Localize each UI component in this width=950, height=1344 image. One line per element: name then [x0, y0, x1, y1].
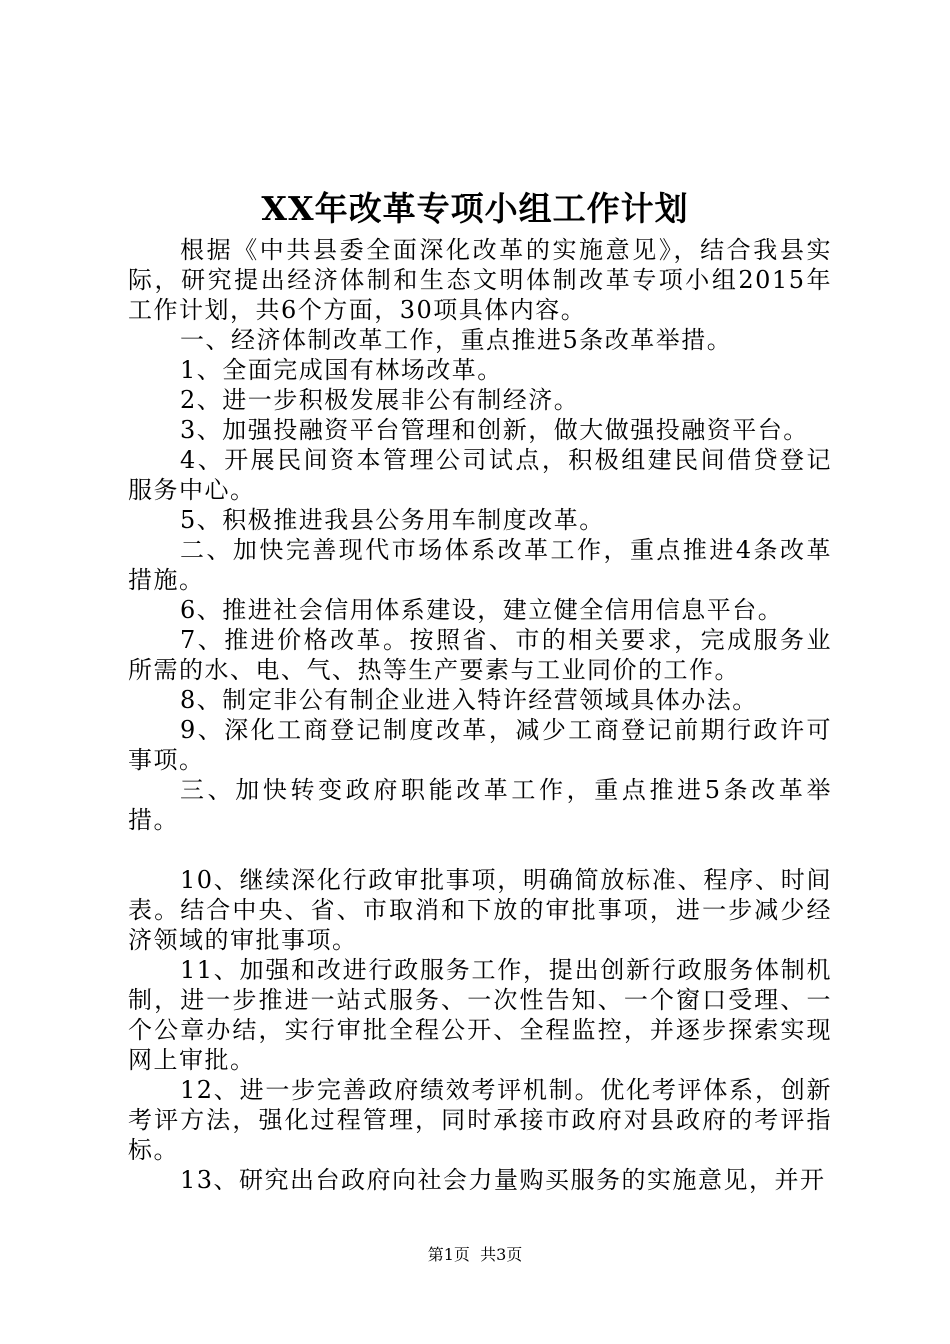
footer-spacer: [470, 1245, 480, 1264]
section-heading-1: 一、经济体制改革工作，重点推进5条改革举措。: [180, 326, 733, 354]
list-item: 12、进一步完善政府绩效考评机制。优化考评体系，创新考评方法，强化过程管理，同时承接市政府对县政府的考评指标。: [128, 1076, 832, 1164]
section-heading-2: 二、加快完善现代市场体系改革工作，重点推进4条改革措施。: [128, 536, 832, 594]
list-item: 2、进一步积极发展非公有制经济。: [180, 386, 580, 414]
page-number: 第1页: [427, 1245, 470, 1264]
list-item: 3、加强投融资平台管理和创新，做大做强投融资平台。: [180, 416, 809, 444]
list-item: 4、开展民间资本管理公司试点，积极组建民间借贷登记服务中心。: [128, 446, 832, 504]
list-item: 6、推进社会信用体系建设，建立健全信用信息平台。: [180, 596, 784, 624]
document-body: [128, 235, 832, 1195]
document-title: XX年改革专项小组工作计划: [261, 189, 689, 228]
list-item: 11、加强和改进行政服务工作，提出创新行政服务体制机制，进一步推进一站式服务、一次性告知、一个窗口受理、一个公章办结，实行审批全程公开、全程监控，并逐步探索实现网上审批。: [128, 956, 832, 1074]
list-item: 10、继续深化行政审批事项，明确简放标准、程序、时间表。结合中央、省、市取消和下放的审批事项，进一步减少经济领域的审批事项。: [128, 866, 832, 954]
list-item: 5、积极推进我县公务用车制度改革。: [180, 506, 605, 534]
paragraph-intro: 根据《中共县委全面深化改革的实施意见》，结合我县实际，研究提出经济体制和生态文明体制改革专项小组2015年工作计划，共6个方面，30项具体内容。: [128, 236, 832, 324]
list-item: 1、全面完成国有林场改革。: [180, 356, 503, 384]
list-item: 13、研究出台政府向社会力量购买服务的实施意见，并开: [180, 1166, 826, 1194]
list-item: 7、推进价格改革。按照省、市的相关要求，完成服务业所需的水、电、气、热等生产要素与工业同价的工作。: [128, 626, 832, 684]
list-item: 8、制定非公有制企业进入特许经营领域具体办法。: [180, 686, 758, 714]
list-item: 9、深化工商登记制度改革，减少工商登记前期行政许可事项。: [128, 716, 832, 774]
page-total: 共3页: [480, 1245, 523, 1264]
page-footer: [0, 1244, 950, 1266]
section-heading-3: 三、加快转变政府职能改革工作，重点推进5条改革举措。: [128, 776, 832, 834]
